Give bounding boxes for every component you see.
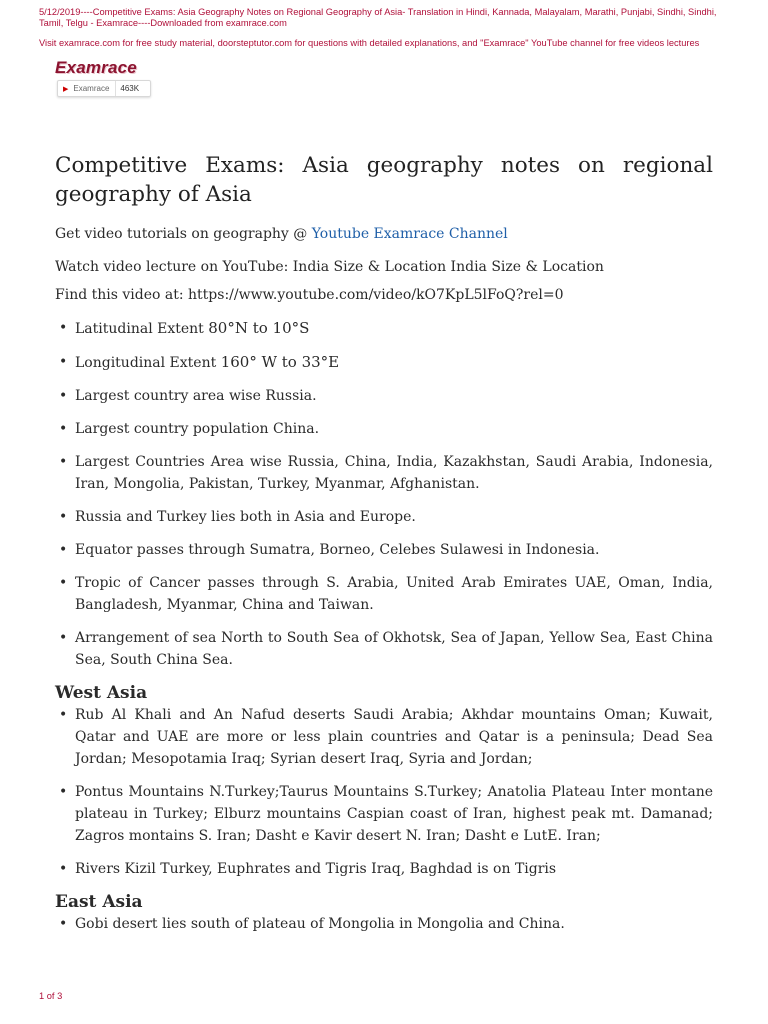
list-item	[55, 385, 713, 407]
youtube-channel-name: Examrace	[73, 84, 110, 93]
list-item-text: Rivers Kizil Turkey, Euphrates and Tigris Iraq, Baghdad is on Tigris	[75, 861, 557, 877]
watch-line: Watch video lecture on YouTube: India Size & Location India Size & Location	[55, 259, 604, 275]
bullet-icon: •	[59, 388, 68, 404]
section-heading-west-asia: West Asia	[55, 683, 148, 703]
list-item	[55, 451, 713, 495]
list-item-text: Gobi desert lies south of plateau of Mongolia in Mongolia and China.	[75, 916, 565, 932]
list-item	[55, 704, 713, 770]
list-item	[55, 418, 713, 440]
print-header-line1: 5/12/2019----Competitive Exams: Asia Geography Notes on Regional Geography of Asia- Translation in Hindi, Kannada, Malayalam, Marathi, Punjabi, Sindhi, Sindhi, Tamil, Telgu - Examrace----Downloaded from examrace.com	[39, 7, 717, 28]
page-title: Competitive Exams: Asia geography notes on regional geography of Asia	[55, 153, 713, 207]
list-item-text: Rub Al Khali and An Nafud deserts Saudi Arabia; Akhdar mountains Oman; Kuwait, Qatar and UAE are more or less plain countries and Qatar is a peninsula; Dead Sea Jordan; Mesopotamia Iraq; Syrian desert Iraq, Syria and Jordan;	[75, 707, 713, 767]
list-item	[55, 351, 713, 374]
bullet-icon: •	[59, 354, 68, 370]
find-video-line: Find this video at: https://www.youtube.com/video/kO7KpL5lFoQ?rel=0	[55, 287, 564, 303]
youtube-subscriber-count: 463K	[115, 81, 139, 96]
bullet-icon: •	[59, 916, 68, 932]
east-asia-list	[55, 913, 713, 935]
bullet-icon: •	[59, 707, 68, 723]
list-item-text: Equator passes through Sumatra, Borneo, Celebes Sulawesi in Indonesia.	[75, 542, 600, 558]
bullet-icon: •	[59, 421, 68, 437]
youtube-subscribe-badge[interactable]	[57, 80, 151, 97]
bullet-icon: •	[59, 454, 68, 470]
longitude-label: Longitudinal Extent	[75, 355, 221, 371]
facts-list	[55, 317, 713, 671]
west-asia-list	[55, 704, 713, 880]
examrace-logo[interactable]: Examrace	[55, 58, 137, 77]
bullet-icon: •	[59, 784, 68, 800]
latitude-extent: 80°N to 10°S	[208, 319, 310, 337]
list-item	[55, 539, 713, 561]
list-item	[55, 913, 713, 935]
list-item	[55, 858, 713, 880]
bullet-icon: •	[59, 630, 68, 646]
bullet-icon: •	[59, 320, 68, 336]
tutorial-line	[55, 223, 713, 245]
print-header	[39, 7, 739, 49]
page-count: 1 of 3	[39, 991, 63, 1001]
list-item-text: Largest Countries Area wise Russia, China, India, Kazakhstan, Saudi Arabia, Indonesia, Iran, Mongolia, Pakistan, Turkey, Myanmar, Afghanistan.	[75, 454, 713, 492]
youtube-play-icon: ▶	[63, 85, 69, 93]
article-content	[55, 151, 713, 946]
latitude-label: Latitudinal Extent	[75, 321, 209, 337]
tutorial-prefix: Get video tutorials on geography @	[55, 226, 312, 242]
list-item	[55, 317, 713, 340]
list-item-text: Russia and Turkey lies both in Asia and Europe.	[75, 509, 416, 525]
youtube-channel-link[interactable]: Youtube Examrace Channel	[311, 226, 508, 242]
bullet-icon: •	[59, 575, 68, 591]
list-item-text: Tropic of Cancer passes through S. Arabia, United Arab Emirates UAE, Oman, India, Bangladesh, Myanmar, China and Taiwan.	[75, 575, 713, 613]
bullet-icon: •	[59, 509, 68, 525]
list-item-text: Largest country population China.	[75, 421, 320, 437]
section-heading-east-asia: East Asia	[55, 892, 143, 912]
list-item	[55, 627, 713, 671]
bullet-icon: •	[59, 542, 68, 558]
print-header-line2: Visit examrace.com for free study material, doorsteptutor.com for questions with detailed explanations, and "Examrace" YouTube channel for free videos lectures	[39, 38, 700, 48]
list-item	[55, 781, 713, 847]
longitude-extent: 160° W to 33°E	[220, 353, 340, 371]
logo-block	[55, 58, 151, 97]
list-item-text: Pontus Mountains N.Turkey;Taurus Mountains S.Turkey; Anatolia Plateau Inter montane plateau in Turkey; Elburz mountains Caspian coast of Iran, highest peak mt. Damanad; Zagros montains S. Iran; Dasht e Kavir desert N. Iran; Dasht e LutE. Iran;	[75, 784, 713, 844]
list-item-text: Arrangement of sea North to South Sea of Okhotsk, Sea of Japan, Yellow Sea, East China Sea, South China Sea.	[75, 630, 713, 668]
list-item	[55, 572, 713, 616]
bullet-icon: •	[59, 861, 68, 877]
list-item-text: Largest country area wise Russia.	[75, 388, 317, 404]
list-item	[55, 506, 713, 528]
